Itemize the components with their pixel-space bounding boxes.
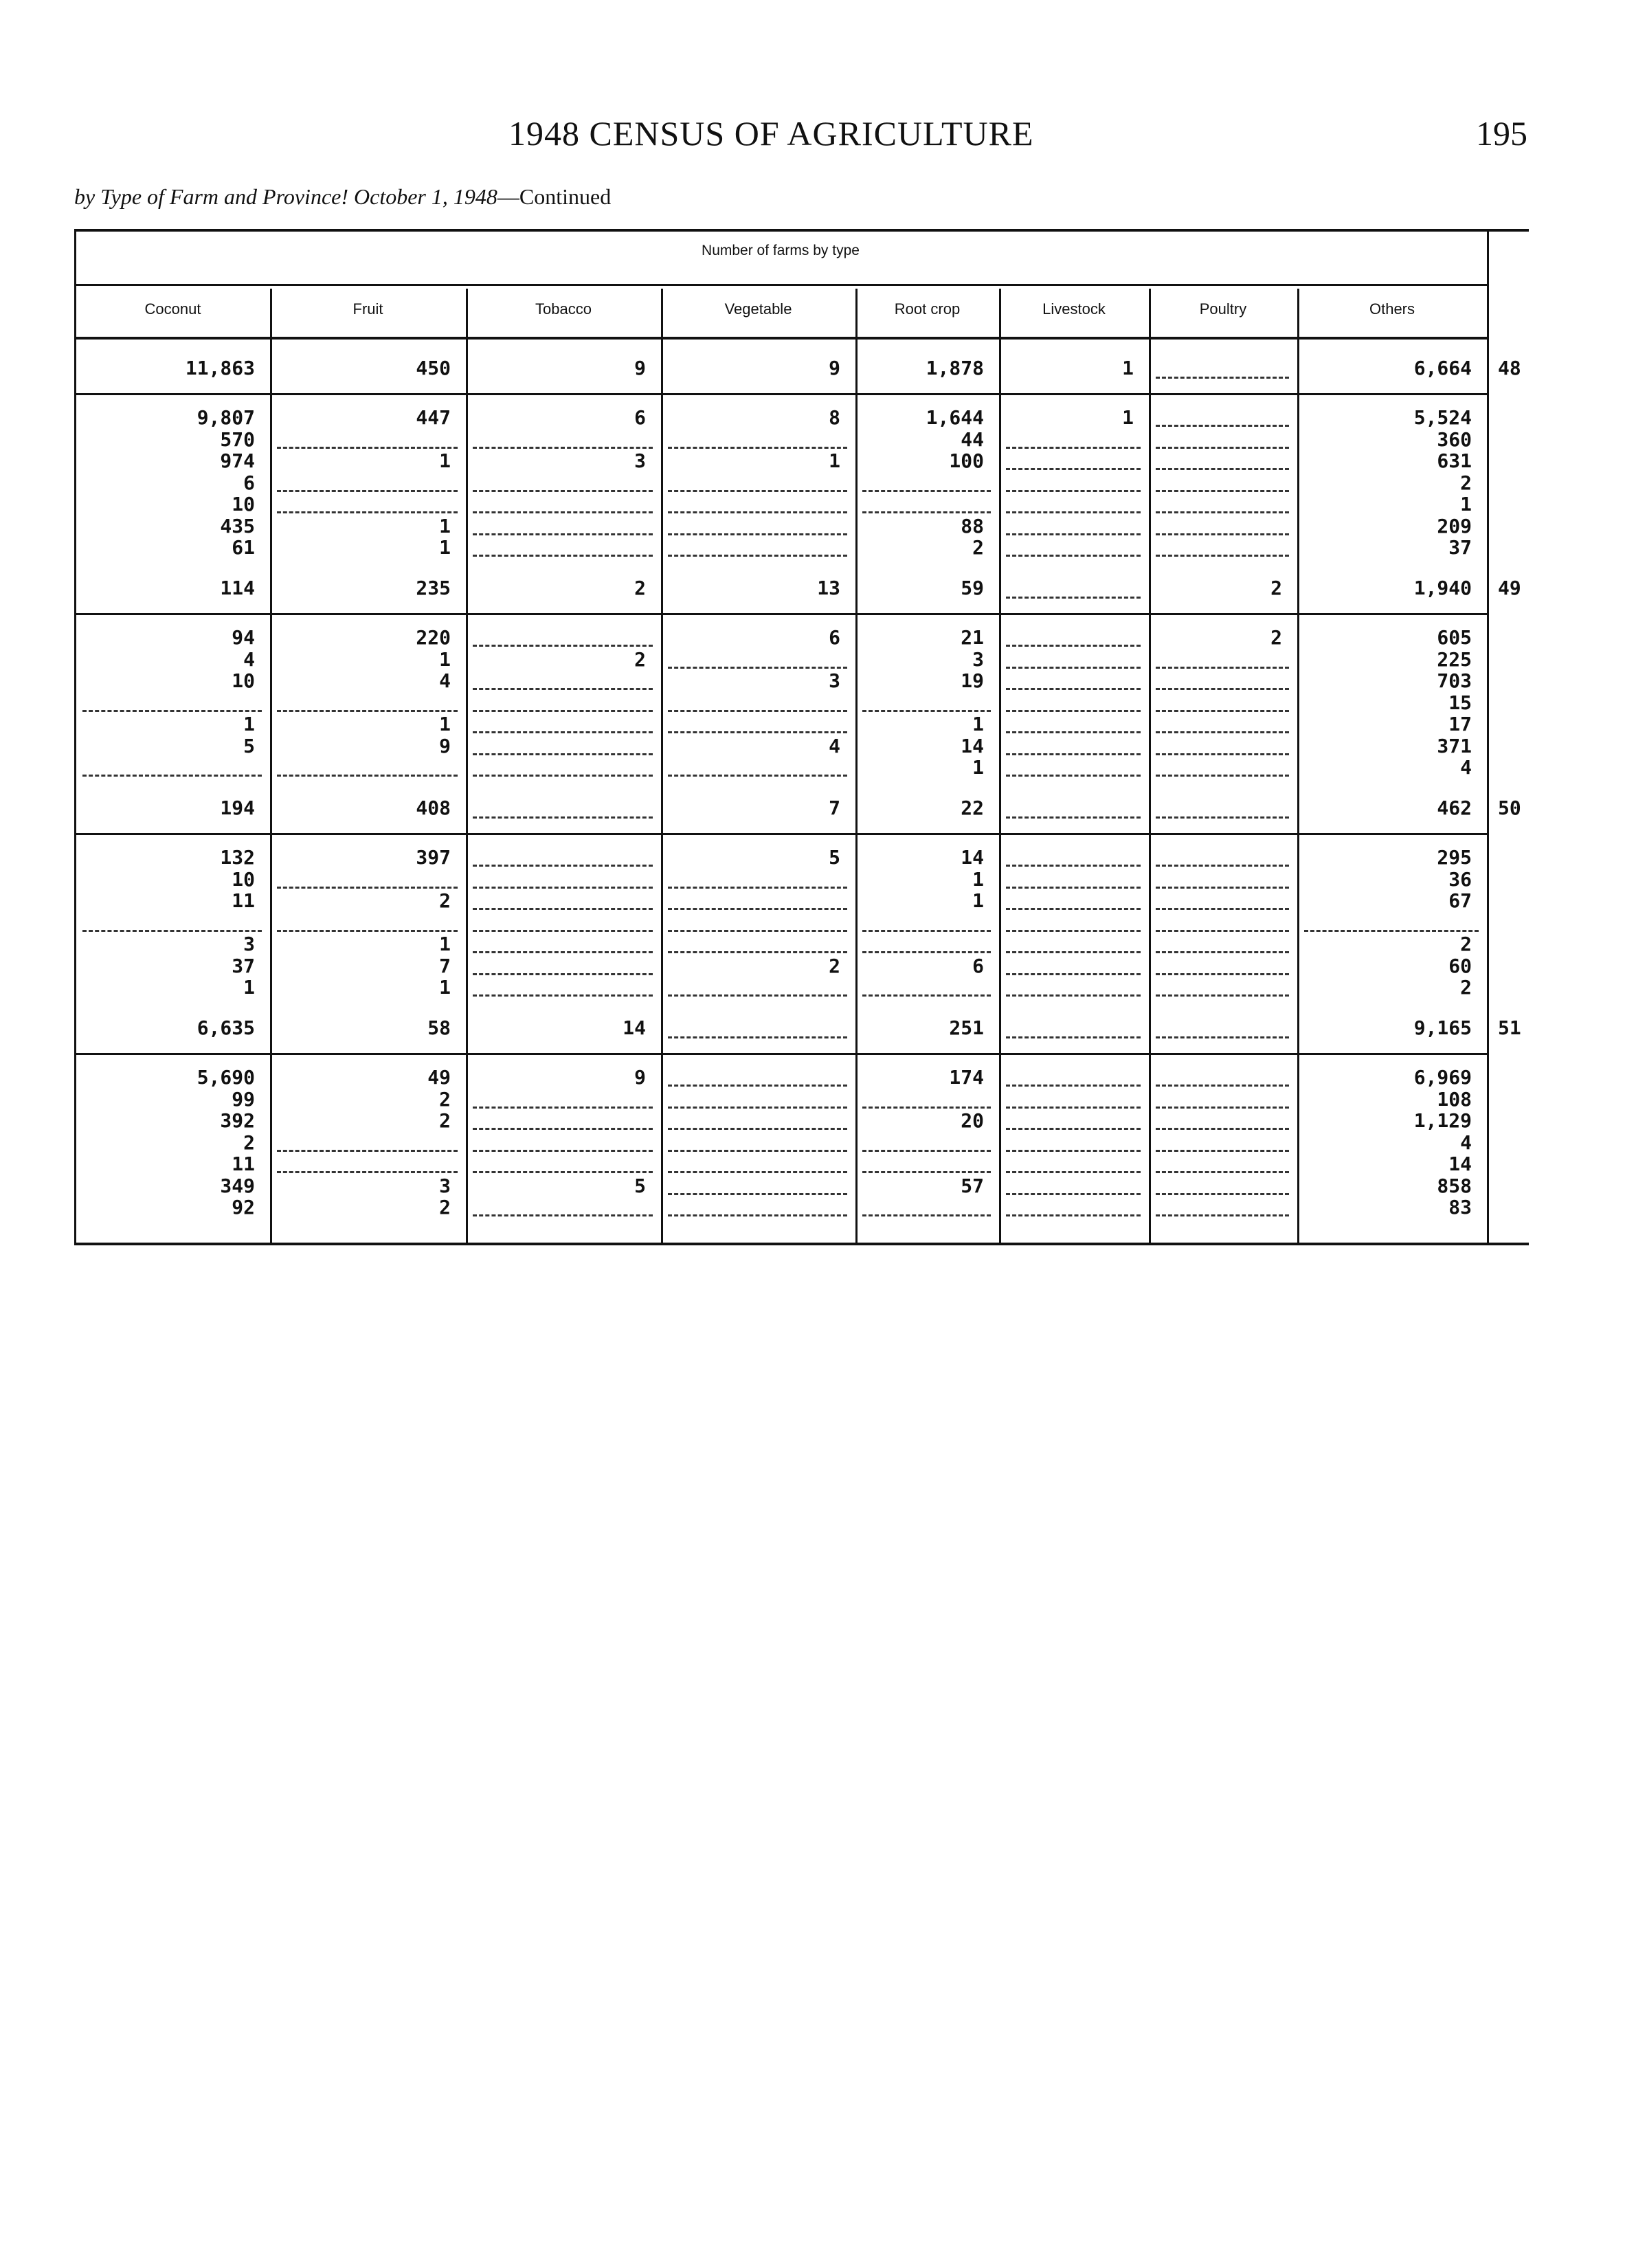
empty-leader	[1006, 667, 1141, 669]
empty-leader	[1156, 1107, 1289, 1109]
empty-leader	[668, 1193, 847, 1195]
empty-leader	[473, 533, 653, 535]
empty-leader	[473, 447, 653, 449]
empty-leader	[473, 887, 653, 889]
empty-leader	[473, 865, 653, 867]
column-header-root-crop: Root crop	[894, 300, 961, 318]
empty-leader	[1156, 1085, 1289, 1087]
table-bottom-rule	[74, 1243, 1529, 1245]
empty-leader	[473, 490, 653, 492]
total-cell	[1149, 357, 1282, 379]
total-cell: 450	[416, 357, 451, 379]
empty-leader	[668, 930, 847, 932]
table-cell: 4	[243, 647, 255, 671]
empty-leader	[1006, 1036, 1141, 1038]
table-cell: 2	[1460, 976, 1472, 999]
empty-leader	[1304, 930, 1479, 932]
empty-leader	[473, 753, 653, 755]
empty-leader	[668, 667, 847, 669]
empty-leader	[1156, 533, 1289, 535]
table-cell: 61	[232, 536, 255, 559]
table-cell: 6	[243, 471, 255, 494]
group-total-rule	[76, 1053, 1487, 1055]
total-cell: 9	[829, 357, 840, 379]
empty-leader	[1006, 710, 1141, 712]
empty-leader	[862, 511, 991, 513]
spanning-header-rule	[76, 284, 1487, 286]
line-number: 48	[1498, 357, 1521, 379]
line-number: 51	[1498, 1016, 1521, 1039]
table-cell: 1,644	[926, 406, 984, 429]
table-cell: 5,524	[1413, 406, 1472, 429]
table-subtitle	[74, 184, 611, 210]
table-cell: 5	[243, 734, 255, 757]
table-cell: 14	[961, 734, 984, 757]
table-cell: 1	[1460, 493, 1472, 515]
table-cell: 858	[1437, 1174, 1472, 1197]
empty-leader	[862, 1171, 991, 1173]
total-cell: 13	[817, 577, 840, 599]
empty-leader	[277, 710, 458, 712]
empty-leader	[1156, 377, 1289, 379]
empty-leader	[473, 994, 653, 997]
empty-leader	[1156, 994, 1289, 997]
table-cell: 1	[1122, 406, 1134, 429]
table-cell: 2	[439, 889, 451, 912]
total-cell: 9,165	[1413, 1016, 1472, 1039]
total-cell: 6,664	[1413, 357, 1472, 379]
empty-leader	[668, 710, 847, 712]
empty-leader	[668, 1107, 847, 1109]
table-cell: 2	[439, 1109, 451, 1132]
empty-leader	[1006, 816, 1141, 819]
table-cell: 703	[1437, 669, 1472, 692]
empty-leader	[668, 447, 847, 449]
table-cell: 1	[972, 756, 984, 779]
empty-leader	[1156, 447, 1289, 449]
empty-leader	[1006, 951, 1141, 953]
empty-leader	[82, 710, 262, 712]
total-cell: 14	[623, 1016, 646, 1039]
group-total-rule	[76, 833, 1487, 835]
table-cell: 14	[1448, 1153, 1472, 1175]
table-cell: 94	[232, 626, 255, 649]
empty-leader	[1156, 688, 1289, 690]
table-cell: 295	[1437, 846, 1472, 869]
empty-leader	[862, 490, 991, 492]
table-cell: 2	[829, 954, 840, 977]
empty-leader	[1006, 1107, 1141, 1109]
total-cell: 2	[1270, 577, 1282, 599]
table-cell: 631	[1437, 449, 1472, 472]
table-cell: 349	[220, 1174, 255, 1197]
empty-leader	[668, 555, 847, 557]
table-cell: 2	[634, 647, 646, 671]
table-cell: 1	[439, 647, 451, 671]
total-cell: 1,940	[1413, 577, 1472, 599]
table-cell: 132	[220, 846, 255, 869]
empty-leader	[1156, 951, 1289, 953]
column-header-tobacco: Tobacco	[535, 300, 592, 318]
empty-leader	[668, 533, 847, 535]
empty-leader	[1006, 1150, 1141, 1152]
table-cell: 11	[232, 1153, 255, 1175]
empty-leader	[1156, 731, 1289, 733]
table-cell: 5	[829, 846, 840, 869]
empty-leader	[1006, 447, 1141, 449]
group-total-rule	[76, 393, 1487, 395]
empty-leader	[277, 511, 458, 513]
empty-leader	[1156, 865, 1289, 867]
table-cell: 9	[634, 1066, 646, 1089]
table-cell: 3	[439, 1174, 451, 1197]
empty-leader	[473, 930, 653, 932]
total-cell: 194	[220, 797, 255, 819]
table-cell: 88	[961, 514, 984, 537]
total-cell: 6,635	[197, 1016, 255, 1039]
table-cell: 100	[949, 449, 984, 472]
table-cell: 1	[439, 976, 451, 999]
empty-leader	[473, 973, 653, 975]
empty-leader	[1156, 1150, 1289, 1152]
empty-leader	[1156, 973, 1289, 975]
total-cell: 114	[220, 577, 255, 599]
empty-leader	[862, 1214, 991, 1216]
table-cell: 1	[972, 867, 984, 891]
table-cell: 2	[439, 1087, 451, 1111]
empty-leader	[277, 447, 458, 449]
empty-leader	[277, 1171, 458, 1173]
table-cell: 108	[1437, 1087, 1472, 1111]
column-header-vegetable: Vegetable	[724, 300, 792, 318]
empty-leader	[1156, 468, 1289, 470]
table-cell: 6	[829, 626, 840, 649]
page-title: 1948 CENSUS OF AGRICULTURE	[508, 114, 1034, 153]
table-cell: 92	[232, 1196, 255, 1219]
column-header-others: Others	[1369, 300, 1415, 318]
empty-leader	[668, 1085, 847, 1087]
total-cell: 1,878	[926, 357, 984, 379]
table-cell: 1	[439, 933, 451, 955]
total-cell	[1149, 1017, 1282, 1038]
total-cell	[1149, 797, 1282, 819]
empty-leader	[473, 1214, 653, 1216]
empty-leader	[1156, 1193, 1289, 1195]
empty-leader	[668, 1150, 847, 1152]
empty-leader	[473, 731, 653, 733]
total-cell	[999, 577, 1134, 599]
empty-leader	[862, 994, 991, 997]
empty-leader	[1156, 887, 1289, 889]
table-cell: 447	[416, 406, 451, 429]
table-cell: 6,969	[1413, 1066, 1472, 1089]
empty-leader	[1006, 908, 1141, 910]
empty-leader	[668, 951, 847, 953]
table-cell: 570	[220, 427, 255, 451]
table-cell: 15	[1448, 691, 1472, 714]
total-cell: 235	[416, 577, 451, 599]
empty-leader	[473, 951, 653, 953]
table-cell: 5	[634, 1174, 646, 1197]
total-cell: 2	[634, 577, 646, 599]
table-cell: 7	[439, 954, 451, 977]
line-number: 49	[1498, 577, 1521, 599]
empty-leader	[1006, 994, 1141, 997]
empty-leader	[1156, 1036, 1289, 1038]
empty-leader	[668, 511, 847, 513]
empty-leader	[862, 1150, 991, 1152]
total-cell: 58	[427, 1016, 451, 1039]
empty-leader	[1006, 731, 1141, 733]
table-cell: 209	[1437, 514, 1472, 537]
table-cell: 57	[961, 1174, 984, 1197]
empty-leader	[473, 645, 653, 647]
table-cell: 36	[1448, 867, 1472, 891]
empty-leader	[1156, 1214, 1289, 1216]
empty-leader	[1006, 1193, 1141, 1195]
subtitle-continued: —Continued	[497, 184, 612, 209]
table-cell: 6	[634, 406, 646, 429]
empty-leader	[862, 930, 991, 932]
empty-leader	[1006, 887, 1141, 889]
empty-leader	[473, 1171, 653, 1173]
empty-leader	[473, 555, 653, 557]
empty-leader	[277, 1150, 458, 1152]
total-cell: 11,863	[185, 357, 255, 379]
table-cell: 49	[427, 1066, 451, 1089]
empty-leader	[1156, 425, 1289, 427]
table-cell: 2	[972, 536, 984, 559]
table-cell: 17	[1448, 713, 1472, 735]
empty-leader	[668, 775, 847, 777]
total-cell: 9	[634, 357, 646, 379]
table-cell: 1	[972, 889, 984, 912]
table-cell: 3	[634, 449, 646, 472]
table-cell: 2	[1270, 626, 1282, 649]
empty-leader	[473, 775, 653, 777]
page-number: 195	[1476, 114, 1527, 153]
total-cell	[999, 1017, 1134, 1038]
table-right-rule	[1487, 232, 1489, 1243]
total-cell	[661, 1017, 840, 1038]
table-cell: 1	[972, 713, 984, 735]
empty-leader	[1156, 753, 1289, 755]
table-cell: 174	[949, 1066, 984, 1089]
total-cell: 1	[1122, 357, 1134, 379]
table-cell: 9,807	[197, 406, 255, 429]
table-cell: 19	[961, 669, 984, 692]
empty-leader	[1006, 597, 1141, 599]
table-cell: 4	[439, 669, 451, 692]
table-cell: 4	[1460, 756, 1472, 779]
empty-leader	[82, 930, 262, 932]
empty-leader	[668, 731, 847, 733]
empty-leader	[473, 908, 653, 910]
empty-leader	[1006, 775, 1141, 777]
empty-leader	[1006, 688, 1141, 690]
empty-leader	[1006, 930, 1141, 932]
total-cell: 22	[961, 797, 984, 819]
empty-leader	[1156, 775, 1289, 777]
table-cell: 2	[1460, 471, 1472, 494]
table-cell: 3	[829, 669, 840, 692]
empty-leader	[473, 1128, 653, 1130]
empty-leader	[1006, 490, 1141, 492]
total-cell	[466, 797, 646, 819]
empty-leader	[1156, 667, 1289, 669]
table-cell: 1,129	[1413, 1109, 1472, 1132]
table-cell: 435	[220, 514, 255, 537]
empty-leader	[1156, 710, 1289, 712]
table-cell: 397	[416, 846, 451, 869]
total-cell	[999, 797, 1134, 819]
line-number: 50	[1498, 797, 1521, 819]
column-header-coconut: Coconut	[144, 300, 201, 318]
table-cell: 6	[972, 954, 984, 977]
table-cell: 5,690	[197, 1066, 255, 1089]
empty-leader	[1006, 753, 1141, 755]
table-cell: 20	[961, 1109, 984, 1132]
table-cell: 392	[220, 1109, 255, 1132]
total-cell: 462	[1437, 797, 1472, 819]
table-cell: 8	[829, 406, 840, 429]
table-cell: 371	[1437, 734, 1472, 757]
empty-leader	[1156, 490, 1289, 492]
empty-leader	[1156, 555, 1289, 557]
empty-leader	[1156, 816, 1289, 819]
table-cell: 974	[220, 449, 255, 472]
table-cell: 21	[961, 626, 984, 649]
column-header-livestock: Livestock	[1042, 300, 1106, 318]
empty-leader	[1156, 511, 1289, 513]
empty-leader	[277, 930, 458, 932]
table-cell: 67	[1448, 889, 1472, 912]
empty-leader	[862, 951, 991, 953]
table-cell: 83	[1448, 1196, 1472, 1219]
empty-leader	[277, 490, 458, 492]
column-header-rule	[76, 337, 1487, 340]
empty-leader	[473, 1107, 653, 1109]
empty-leader	[1006, 1214, 1141, 1216]
table-cell: 4	[1460, 1131, 1472, 1154]
empty-leader	[1006, 865, 1141, 867]
empty-leader	[1006, 973, 1141, 975]
table-cell: 99	[232, 1087, 255, 1111]
empty-leader	[1156, 908, 1289, 910]
table-cell: 3	[243, 933, 255, 955]
table-cell: 37	[1448, 536, 1472, 559]
table-top-rule	[74, 229, 1529, 232]
empty-leader	[1006, 468, 1141, 470]
table-cell: 60	[1448, 954, 1472, 977]
table-cell: 1	[829, 449, 840, 472]
spanning-header: Number of farms by type	[702, 243, 860, 258]
empty-leader	[668, 1171, 847, 1173]
empty-leader	[1156, 930, 1289, 932]
table-cell: 225	[1437, 647, 1472, 671]
table-cell: 37	[232, 954, 255, 977]
table-cell: 220	[416, 626, 451, 649]
total-cell: 251	[949, 1016, 984, 1039]
empty-leader	[1006, 1085, 1141, 1087]
table-cell: 1	[243, 976, 255, 999]
empty-leader	[1156, 1171, 1289, 1173]
empty-leader	[473, 511, 653, 513]
empty-leader	[1006, 1128, 1141, 1130]
empty-leader	[668, 908, 847, 910]
empty-leader	[668, 1128, 847, 1130]
table-cell: 2	[1460, 933, 1472, 955]
total-cell: 7	[829, 797, 840, 819]
table-cell: 360	[1437, 427, 1472, 451]
table-cell: 11	[232, 889, 255, 912]
empty-leader	[668, 1036, 847, 1038]
table-cell: 4	[829, 734, 840, 757]
group-total-rule	[76, 613, 1487, 615]
empty-leader	[1006, 511, 1141, 513]
table-cell: 1	[243, 713, 255, 735]
column-header-fruit: Fruit	[352, 300, 383, 318]
empty-leader	[82, 775, 262, 777]
empty-leader	[668, 490, 847, 492]
empty-leader	[1006, 645, 1141, 647]
table-cell: 1	[439, 514, 451, 537]
empty-leader	[862, 1107, 991, 1109]
empty-leader	[668, 887, 847, 889]
column-header-poultry: Poultry	[1199, 300, 1247, 318]
table-cell: 14	[961, 846, 984, 869]
table-cell: 3	[972, 647, 984, 671]
empty-leader	[473, 688, 653, 690]
empty-leader	[1006, 1171, 1141, 1173]
empty-leader	[473, 710, 653, 712]
table-cell: 10	[232, 493, 255, 515]
table-cell: 10	[232, 669, 255, 692]
empty-leader	[473, 1150, 653, 1152]
empty-leader	[1006, 555, 1141, 557]
table-cell: 2	[243, 1131, 255, 1154]
table-cell: 2	[439, 1196, 451, 1219]
total-cell: 408	[416, 797, 451, 819]
empty-leader	[668, 1214, 847, 1216]
empty-leader	[668, 994, 847, 997]
total-cell: 59	[961, 577, 984, 599]
table-cell: 10	[232, 867, 255, 891]
table-cell: 9	[439, 734, 451, 757]
table-cell: 44	[961, 427, 984, 451]
table-cell: 1	[439, 536, 451, 559]
empty-leader	[862, 710, 991, 712]
empty-leader	[473, 816, 653, 819]
table-cell: 1	[439, 713, 451, 735]
empty-leader	[277, 887, 458, 889]
empty-leader	[277, 775, 458, 777]
subtitle-italic: by Type of Farm and Province! October 1, 1948	[74, 184, 497, 209]
table-cell: 1	[439, 449, 451, 472]
empty-leader	[1156, 1128, 1289, 1130]
empty-leader	[1006, 533, 1141, 535]
table-cell: 605	[1437, 626, 1472, 649]
